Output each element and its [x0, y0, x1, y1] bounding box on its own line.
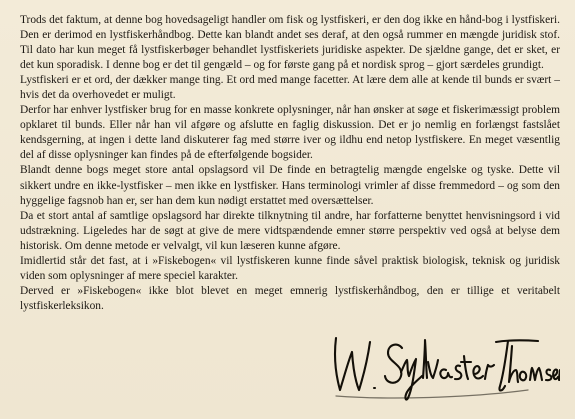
foreword-text [20, 13, 560, 314]
author-signature [328, 332, 560, 402]
paragraph-knowledge: Imidlertid står det fast, at i »Fiskebogen« vil lystfiskeren kunne finde såvel praktisk biologisk, teknisk og juridisk viden som oplysninger af mere speciel karakter. [20, 254, 560, 282]
paragraph-conclusion: Derved er »Fiskebogen« ikke blot blevet en meget emnerig lystfiskerhåndbog, den er tillige et veritabelt lystfiskerleksikon. [20, 284, 560, 312]
paragraph-references: Da et stort antal af samtlige opslagsord har direkte tilknytning til andre, har forfatterne benyttet henvisningsord i vid udstrækning. Ligeledes har de søgt at give de mere vidtspændende emner større perspektiv ved også at belyse dem historisk. Om denne metode er velvalgt, vil kun læseren kunne afgøre. [20, 209, 560, 252]
paragraph-intro: Trods det faktum, at denne bog hovedsageligt handler om fisk og lystfiskeri, er den dog ikke en hånd-bog i lystfiskeri. Den er derimod en lystfiskerhåndbog. Dette kan blandt andet ses deraf, at den også rummer en mængde juridisk stof. Til dato har kun meget få lystfiskerbøger behandlet lystfiskeriets juridiske aspekter. De sjældne gange, det er sket, er det kun sporadisk. I denne bog er det til gengæld – og for første gang på et nordisk sprog – gjort særdeles grundigt. [20, 14, 560, 72]
paragraph-information: Derfor har enhver lystfisker brug for en masse konkrete oplysninger, når han ønsker at søge et fiskerimæssigt problem opklaret til bunds. Eller når han vil afgøre og afslutte en faglig diskussion. Det er jo nemlig en forlængst fastslået kendsgerning, at ingen i dette land diskuterer fag med større iver og ildhu end netop lystfiskere. En meget væsentlig del af disse oplysninger kan findes på de efterfølgende bogsider. [20, 104, 560, 162]
paragraph-terminology: Blandt denne bogs meget store antal opslagsord vil De finde en betragtelig mængde engelske og tyske. Dette vil sikkert undre en ikke-lystfisker – men ikke en lystfisker. Hans terminologi vrimler af disse fremmedord – og som den hyggelige fagsnob han er, ser han dem kun nødigt erstattet med oversættelser. [20, 164, 560, 207]
paragraph-facets: Lystfiskeri er et ord, der dækker mange ting. Et ord med mange facetter. At lære dem alle at kende til bunds er svært – hvis det da overhovedet er muligt. [20, 74, 560, 102]
